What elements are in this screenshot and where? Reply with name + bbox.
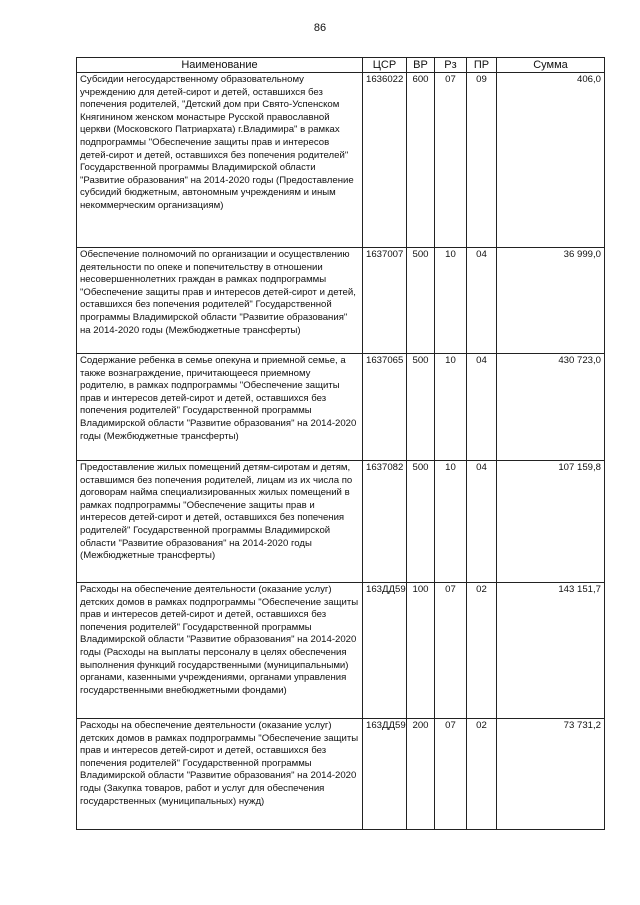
cell-sum: 143 151,7 bbox=[497, 583, 605, 719]
cell-csr: 1636022 bbox=[363, 73, 407, 248]
cell-csr: 1637082 bbox=[363, 461, 407, 583]
cell-rz: 07 bbox=[435, 583, 467, 719]
table-row bbox=[77, 354, 605, 461]
header-csr: ЦСР bbox=[363, 58, 407, 73]
cell-name: Содержание ребенка в семье опекуна и приемной семье, а также вознаграждение, причитающееся приемному родителю, в рамках подпрограммы "Обеспечение защиты прав и интересов детей-сирот и детей, оставшихся без попечения родителей" Государственной программы Владимирской области "Развитие образования" на 2014-2020 годы (Межбюджетные трансферты) bbox=[77, 354, 363, 461]
cell-csr: 1637065 bbox=[363, 354, 407, 461]
cell-pr: 09 bbox=[467, 73, 497, 248]
cell-pr: 04 bbox=[467, 461, 497, 583]
cell-sum: 406,0 bbox=[497, 73, 605, 248]
cell-pr: 02 bbox=[467, 583, 497, 719]
cell-vr: 500 bbox=[407, 461, 435, 583]
cell-vr: 100 bbox=[407, 583, 435, 719]
table-row bbox=[77, 583, 605, 719]
cell-pr: 04 bbox=[467, 354, 497, 461]
header-sum: Сумма bbox=[497, 58, 605, 73]
cell-sum: 36 999,0 bbox=[497, 248, 605, 354]
cell-vr: 200 bbox=[407, 719, 435, 830]
cell-name: Предоставление жилых помещений детям-сиротам и детям, оставшимся без попечения родителей, лицам из их числа по договорам найма специализированных жилых помещений в рамках подпрограммы "Обеспечение защиты прав и интересов детей-сирот и детей, оставшихся без попечения родителей" Государственной программы Владимирской области "Развитие образования" на 2014-2020 годы (Межбюджетные трансферты) bbox=[77, 461, 363, 583]
cell-name: Расходы на обеспечение деятельности (оказание услуг) детских домов в рамках подпрограммы "Обеспечение защиты прав и интересов детей-сирот и детей, оставшихся без попечения родителей" Государственной программы Владимирской области "Развитие образования" на 2014-2020 годы (Расходы на выплаты персоналу в целях обеспечения выполнения функций государственными (муниципальными) органами, казенными учреждениями, органами управления государственными внебюджетными фондами) bbox=[77, 583, 363, 719]
cell-rz: 10 bbox=[435, 354, 467, 461]
cell-csr: 163ДД59 bbox=[363, 719, 407, 830]
table-row bbox=[77, 719, 605, 830]
table-row bbox=[77, 461, 605, 583]
cell-csr: 1637007 bbox=[363, 248, 407, 354]
page-number: 86 bbox=[313, 22, 327, 34]
table-row bbox=[77, 248, 605, 354]
table-row bbox=[77, 73, 605, 248]
cell-csr: 163ДД59 bbox=[363, 583, 407, 719]
cell-name: Обеспечение полномочий по организации и осуществлению деятельности по опеке и попечительству в отношении несовершеннолетних граждан в рамках подпрограммы "Обеспечение защиты прав и интересов детей-сирот и детей, оставшихся без попечения родителей" Государственной программы Владимирской области "Развитие образования" на 2014-2020 годы (Межбюджетные трансферты) bbox=[77, 248, 363, 354]
cell-pr: 02 bbox=[467, 719, 497, 830]
cell-sum: 73 731,2 bbox=[497, 719, 605, 830]
cell-pr: 04 bbox=[467, 248, 497, 354]
cell-name: Расходы на обеспечение деятельности (оказание услуг) детских домов в рамках подпрограммы "Обеспечение защиты прав и интересов детей-сирот и детей, оставшихся без попечения родителей" Государственной программы Владимирской области "Развитие образования" на 2014-2020 годы (Закупка товаров, работ и услуг для обеспечения государственных (муниципальных) нужд) bbox=[77, 719, 363, 830]
table-header-row bbox=[77, 58, 605, 73]
cell-vr: 500 bbox=[407, 354, 435, 461]
cell-name: Субсидии негосударственному образовательному учреждению для детей-сирот и детей, оставшихся без попечения родителей, "Детский дом при Свято-Успенском Княгинином женском монастыре Русской православной церкви (Московского Патриархата) г.Владимира" в рамках подпрограммы "Обеспечение защиты прав и интересов детей-сирот и детей, оставшихся без попечения родителей" Государственной программы Владимирской области "Развитие образования" на 2014-2020 годы (Предоставление субсидий бюджетным, автономным учреждениям и иным некоммерческим организациям) bbox=[77, 73, 363, 248]
cell-rz: 10 bbox=[435, 461, 467, 583]
cell-rz: 07 bbox=[435, 73, 467, 248]
cell-rz: 07 bbox=[435, 719, 467, 830]
cell-rz: 10 bbox=[435, 248, 467, 354]
header-vr: ВР bbox=[407, 58, 435, 73]
header-rz: Рз bbox=[435, 58, 467, 73]
cell-vr: 600 bbox=[407, 73, 435, 248]
budget-table bbox=[76, 57, 605, 830]
cell-sum: 430 723,0 bbox=[497, 354, 605, 461]
cell-vr: 500 bbox=[407, 248, 435, 354]
header-pr: ПР bbox=[467, 58, 497, 73]
header-name: Наименование bbox=[77, 58, 363, 73]
cell-sum: 107 159,8 bbox=[497, 461, 605, 583]
